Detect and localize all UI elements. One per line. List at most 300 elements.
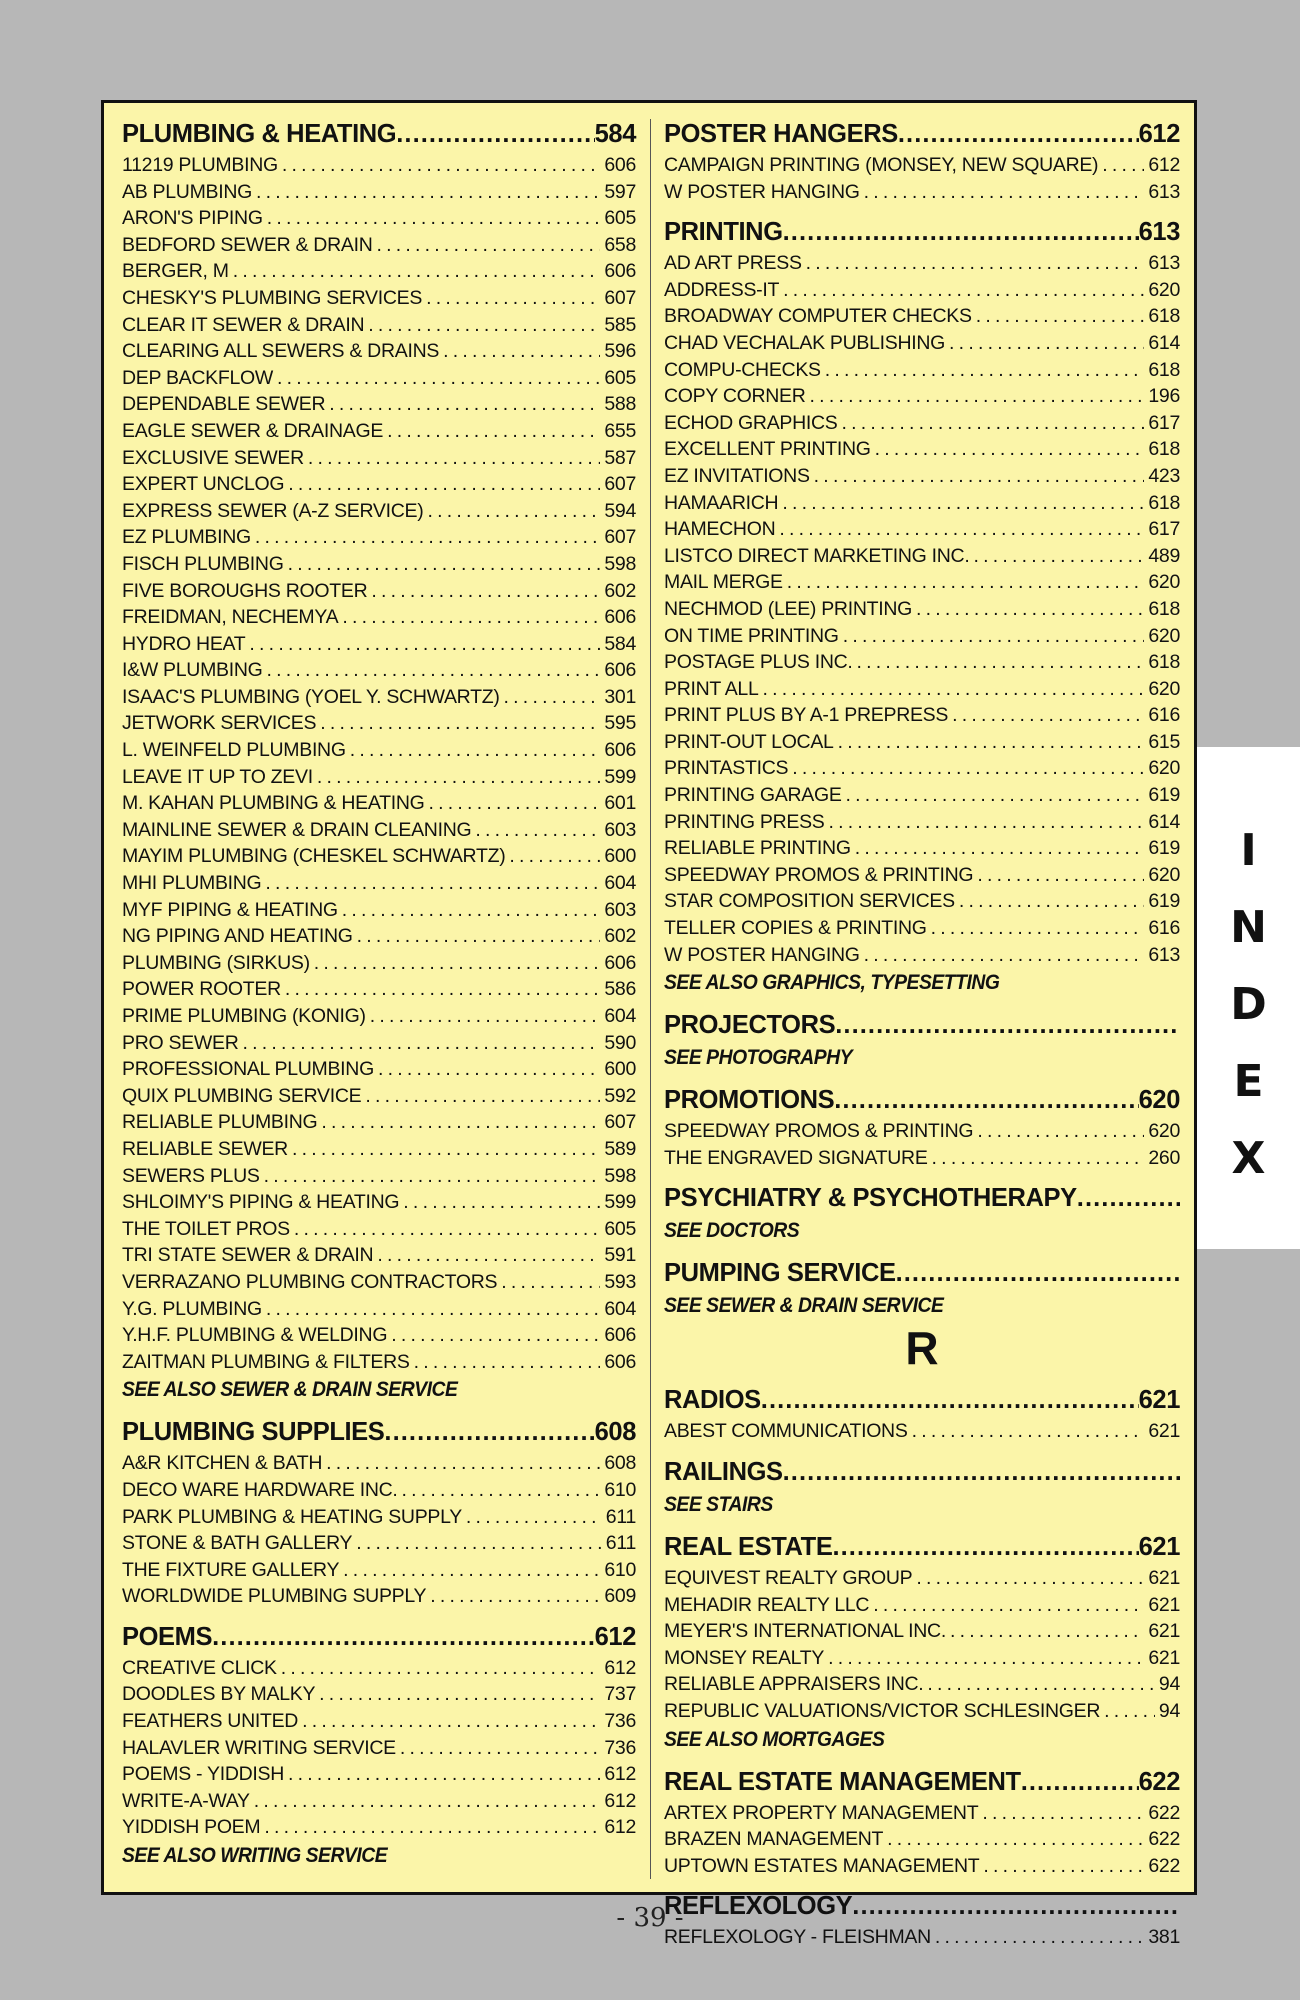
entry-page-number: 614 [1148,331,1180,354]
dot-leader [497,1269,600,1296]
entry-page-number: 619 [1148,784,1180,807]
index-entry [122,1296,636,1323]
index-entry [122,498,636,525]
entry-label: MEYER'S INTERNATIONAL INC. [664,1620,946,1643]
entry-page-number: 591 [604,1244,636,1267]
entry-page-number: 423 [1148,464,1180,487]
dot-leader [783,569,1145,596]
index-entry [122,578,636,605]
entry-label: BROADWAY COMPUTER CHECKS [664,305,972,328]
entry-label: PROFESSIONAL PLUMBING [122,1058,374,1081]
entry-label: THE TOILET PROS [122,1217,290,1240]
entry-label: SEWERS PLUS [122,1164,260,1187]
dot-leader [322,1450,600,1477]
section-heading [122,117,636,152]
entry-page-number: 611 [605,1532,636,1555]
entry-label: HAMECHON [664,518,776,541]
index-entry [122,897,636,924]
entry-page-number: 260 [1148,1146,1180,1169]
heading-page-number: 622 [1138,1767,1180,1796]
entry-label: THE FIXTURE GALLERY [122,1558,340,1581]
dot-leader [853,649,1145,676]
dot-leader [821,357,1145,384]
index-entry [664,1145,1180,1172]
index-entry [122,657,636,684]
entry-page-number: 618 [1148,651,1180,674]
see-reference: SEE DOCTORS [664,1219,800,1243]
entry-label: JETWORK SERVICES [122,712,317,735]
entry-page-number: 622 [1148,1828,1180,1851]
dot-leader [398,1477,601,1504]
dot-leader [860,179,1145,206]
index-entry [664,152,1180,179]
index-entry [122,950,636,977]
entry-label: W POSTER HANGING [664,180,860,203]
entry-label: DEPENDABLE SEWER [122,393,326,416]
entry-label: THE ENGRAVED SIGNATURE [664,1146,928,1169]
heading-label: PRINTING [664,218,783,247]
entry-label: EXCLUSIVE SEWER [122,446,304,469]
dot-leader [422,285,600,312]
entry-page-number: 619 [1148,890,1180,913]
dot-leader [783,215,1139,250]
index-entry [122,1349,636,1376]
page-number: - 39 - [616,1903,684,1933]
entry-page-number: 622 [1148,1854,1180,1877]
section-heading [664,1181,1180,1216]
dot-leader [252,179,600,206]
index-entry [122,1109,636,1136]
entry-page-number: 617 [1148,518,1180,541]
heading-label: REFLEXOLOGY [664,1892,853,1921]
entry-page-number: 602 [604,925,636,948]
heading-page-number: 621 [1138,1533,1180,1561]
index-tab-letter: X [1231,1133,1266,1184]
entry-page-number: 585 [604,313,636,336]
entry-page-number: 605 [604,1217,636,1240]
entry-page-number: 613 [1148,943,1180,966]
index-entry [664,1853,1180,1880]
dot-leader [372,232,600,259]
heading-page-number: 621 [1138,1386,1180,1415]
column-divider [650,119,651,1879]
dot-leader [338,897,601,924]
entry-label: EXPRESS SEWER (A-Z SERVICE) [122,499,424,522]
index-side-tab [1197,747,1300,1249]
dot-leader [284,551,601,578]
dot-leader [304,445,600,472]
entry-label: SPEEDWAY PROMOS & PRINTING [664,1120,974,1143]
index-entry [122,1788,636,1815]
index-entry [664,782,1180,809]
dot-leader [263,205,601,232]
entry-page-number: 611 [605,1505,636,1528]
entry-label: NG PIPING AND HEATING [122,925,353,948]
entry-label: W POSTER HANGING [664,943,860,966]
index-entry [122,205,636,232]
dot-leader [346,737,601,764]
section-heading [664,1530,1180,1565]
entry-label: PARK PLUMBING & HEATING SUPPLY [122,1505,462,1528]
dot-leader [783,1455,1180,1490]
dot-leader [972,303,1145,330]
entry-label: ON TIME PRINTING [664,624,839,647]
index-entry [122,258,636,285]
entry-page-number: 658 [604,233,636,256]
entry-label: EXPERT UNCLOG [122,473,285,496]
index-entry [664,1592,1180,1619]
entry-label: VERRAZANO PLUMBING CONTRACTORS [122,1270,498,1293]
heading-page-number: 608 [594,1418,636,1447]
index-entry [664,303,1180,330]
index-entry [122,790,636,817]
entry-label: CHESKY'S PLUMBING SERVICES [122,286,423,309]
entry-page-number: 621 [1148,1646,1180,1669]
dot-leader [284,471,600,498]
entry-label: CHAD VECHALAK PUBLISHING [664,331,946,354]
index-entry [664,516,1180,543]
entry-page-number: 612 [604,1656,636,1679]
entry-page-number: 612 [604,1816,636,1839]
dot-leader [284,1761,600,1788]
entry-label: TELLER COPIES & PRINTING [664,917,927,940]
heading-label: RAILINGS [664,1458,783,1486]
dot-leader [839,623,1145,650]
entry-page-number: 620 [1148,677,1180,700]
dot-leader [262,1296,600,1323]
entry-page-number: 599 [604,765,636,788]
dot-leader [410,1349,601,1376]
entry-page-number: 94 [1158,1673,1180,1696]
entry-label: Y.H.F. PLUMBING & WELDING [122,1324,388,1347]
entry-label: STAR COMPOSITION SERVICES [664,890,955,913]
entry-label: UPTOWN ESTATES MANAGEMENT [664,1854,980,1877]
index-entry [122,1761,636,1788]
dot-leader [912,596,1144,623]
dot-leader [973,1118,1144,1145]
index-entry [122,1163,636,1190]
dot-leader [426,1583,600,1610]
index-entry [664,888,1180,915]
dot-leader [834,729,1145,756]
entry-label: NECHMOD (LEE) PRINTING [664,597,912,620]
entry-page-number: 618 [1148,358,1180,381]
heading-page-number: 612 [594,1622,636,1651]
entry-label: PRIME PLUMBING (KONIG) [122,1005,366,1027]
heading-label: PLUMBING & HEATING [122,120,397,148]
entry-page-number: 606 [604,1324,636,1347]
entry-label: CREATIVE CLICK [122,1656,277,1679]
dot-leader [281,976,600,1003]
entry-label: L. WEINFELD PLUMBING [122,739,346,762]
dot-leader [353,923,601,950]
dot-leader [278,152,601,179]
entry-page-number: 590 [604,1031,636,1054]
entry-label: EZ PLUMBING [122,526,251,549]
entry-page-number: 620 [1148,1120,1180,1143]
index-entry [122,1655,636,1682]
entry-label: DOODLES BY MALKY [122,1683,316,1706]
entry-page-number: 601 [604,792,636,815]
dot-leader [979,1853,1144,1880]
entry-page-number: 589 [604,1137,636,1160]
entry-page-number: 606 [604,951,636,974]
index-entry [664,463,1180,490]
heading-label: POEMS [122,1622,213,1651]
heading-label: PLUMBING SUPPLIES [122,1418,385,1447]
left-column [122,117,636,1871]
entry-page-number: 610 [604,1478,636,1501]
index-entry [664,915,1180,942]
index-entry [122,524,636,551]
entry-label: WRITE-A-WAY [122,1789,250,1812]
entry-page-number: 603 [604,898,636,921]
index-entry [122,1708,636,1735]
entry-label: FISCH PLUMBING [122,552,284,575]
index-entry [122,817,636,844]
index-entry [122,312,636,339]
index-entry [122,1189,636,1216]
index-entry [122,1083,636,1110]
dot-leader [927,915,1145,942]
dot-leader [842,782,1145,809]
dot-leader [387,1322,600,1349]
index-entry [122,604,636,631]
index-entry [122,1530,636,1557]
dot-leader [923,1671,1155,1698]
entry-page-number: 600 [604,1058,636,1081]
entry-label: DEP BACKFLOW [122,366,273,389]
entry-label: I&W PLUMBING [122,659,263,682]
dot-leader [316,710,600,737]
index-entry [664,1826,1180,1853]
index-entry [664,1418,1180,1445]
entry-page-number: 600 [604,845,636,868]
dot-leader [366,1003,601,1030]
entry-label: WORLDWIDE PLUMBING SUPPLY [122,1585,427,1608]
entry-label: LEAVE IT UP TO ZEVI [122,765,313,788]
entry-label: ADDRESS-IT [664,278,780,301]
entry-page-number: 604 [604,1005,636,1027]
entry-label: LISTCO DIRECT MARKETING INC. [664,544,970,567]
index-entry [664,1671,1180,1698]
entry-page-number: 489 [1148,544,1180,567]
entry-label: EXCELLENT PRINTING [664,438,871,461]
section-heading [664,215,1180,250]
entry-label: HAMAARICH [664,491,779,514]
entry-label: FIVE BOROUGHS ROOTER [122,579,368,602]
index-entry [664,569,1180,596]
entry-page-number: 620 [1148,278,1180,301]
dot-leader [969,543,1144,570]
index-entry [122,1814,636,1841]
entry-page-number: 620 [1148,571,1180,594]
index-entry [122,1504,636,1531]
dot-leader [277,1655,601,1682]
entry-page-number: 196 [1148,385,1180,408]
entry-label: COMPU-CHECKS [664,358,821,381]
heading-label: RADIOS [664,1386,761,1415]
entry-label: ABEST COMMUNICATIONS [664,1420,908,1443]
heading-label: POSTER HANGERS [664,120,898,148]
index-entry [664,543,1180,570]
entry-page-number: 588 [604,393,636,416]
dot-leader [1077,1181,1180,1216]
entry-label: ECHOD GRAPHICS [664,411,838,434]
dot-leader [250,1788,601,1815]
dot-leader [315,1681,600,1708]
dot-leader [325,391,600,418]
entry-page-number: 607 [604,473,636,496]
section-heading [122,1415,636,1450]
dot-leader [383,418,600,445]
dot-leader [260,1814,600,1841]
index-entry [122,285,636,312]
index-entry [122,1735,636,1762]
entry-label: MHI PLUMBING [122,872,262,895]
entry-label: MEHADIR REALTY LLC [664,1593,870,1616]
dot-leader [955,888,1145,915]
entry-page-number: 621 [1148,1567,1180,1589]
dot-leader [229,258,601,285]
index-entry [122,1583,636,1610]
entry-label: M. KAHAN PLUMBING & HEATING [122,792,425,815]
alphabet-letter-divider: R [905,1322,939,1375]
index-entry [122,1681,636,1708]
dot-leader [928,1145,1145,1172]
dot-leader [759,676,1145,703]
index-entry [122,764,636,791]
heading-label: REAL ESTATE [664,1533,833,1561]
entry-page-number: 607 [604,286,636,309]
heading-page-number: 613 [1138,218,1180,247]
dot-leader [339,1557,600,1584]
entry-page-number: 593 [604,1270,636,1293]
entry-page-number: 608 [604,1452,636,1475]
entry-page-number: 598 [604,552,636,575]
entry-label: A&R KITCHEN & BATH [122,1452,323,1475]
entry-label: DECO WARE HARDWARE INC. [122,1478,398,1501]
index-entry [664,702,1180,729]
dot-leader [384,1415,594,1450]
entry-label: MAYIM PLUMBING (CHESKEL SCHWARTZ) [122,845,506,868]
dot-leader [317,1109,600,1136]
dot-leader [978,1800,1144,1827]
dot-leader [778,490,1144,517]
dot-leader [273,365,600,392]
index-entry [122,1557,636,1584]
index-entry [664,1618,1180,1645]
dot-leader [288,1136,600,1163]
entry-page-number: 595 [604,712,636,735]
dot-leader [374,1056,600,1083]
entry-label: YIDDISH POEM [122,1816,261,1839]
section-heading [664,1765,1180,1800]
dot-leader [425,790,601,817]
entry-label: PRINTING PRESS [664,810,825,833]
dot-leader [367,578,600,605]
entry-page-number: 599 [604,1191,636,1214]
index-entry [664,649,1180,676]
entry-page-number: 605 [604,366,636,389]
entry-page-number: 610 [604,1558,636,1581]
entry-label: REPUBLIC VALUATIONS/VICTOR SCHLESINGER [664,1699,1101,1722]
see-reference: SEE PHOTOGRAPHY [664,1046,853,1070]
index-entry [664,436,1180,463]
dot-leader [471,817,600,844]
entry-page-number: 301 [604,685,636,708]
heading-page-number: 612 [1138,120,1180,148]
entry-page-number: 592 [604,1084,636,1107]
entry-label: HALAVLER WRITING SERVICE [122,1736,396,1759]
dot-leader [462,1504,602,1531]
heading-page-number: 584 [594,120,636,148]
index-entry [664,1118,1180,1145]
dot-leader [824,1645,1144,1672]
entry-label: PRO SEWER [122,1031,239,1054]
dot-leader [500,684,601,711]
index-entry [664,383,1180,410]
dot-leader [251,524,600,551]
dot-leader [245,631,600,658]
entry-label: COPY CORNER [664,385,806,408]
dot-leader [946,1618,1144,1645]
index-entry [122,710,636,737]
index-tab-letter: N [1230,902,1267,953]
index-entry [122,923,636,950]
entry-page-number: 621 [1148,1420,1180,1443]
entry-label: RELIABLE PLUMBING [122,1111,318,1134]
index-entry [664,729,1180,756]
see-reference: SEE ALSO GRAPHICS, TYPESETTING [664,971,1000,995]
see-reference: SEE SEWER & DRAIN SERVICE [664,1294,944,1318]
heading-label: PSYCHIATRY & PSYCHOTHERAPY [664,1184,1077,1213]
heading-page-number: 620 [1138,1086,1180,1115]
index-entry [122,551,636,578]
entry-label: POWER ROOTER [122,978,281,1001]
dot-leader [806,383,1145,410]
entry-label: CAMPAIGN PRINTING (MONSEY, NEW SQUARE) [664,154,1099,176]
see-reference: SEE ALSO MORTGAGES [664,1727,885,1751]
entry-page-number: 381 [1148,1926,1180,1949]
entry-page-number: 617 [1148,411,1180,434]
entry-page-number: 606 [604,260,636,283]
entry-page-number: 598 [604,1164,636,1187]
dot-leader [290,1216,601,1243]
entry-label: Y.G. PLUMBING [122,1297,262,1320]
index-entry [664,410,1180,437]
entry-label: QUIX PLUMBING SERVICE [122,1084,362,1107]
entry-label: MONSEY REALTY [664,1646,825,1669]
dot-leader [373,1242,600,1269]
entry-page-number: 606 [604,1350,636,1373]
dot-leader [869,1592,1144,1619]
entry-page-number: 736 [604,1736,636,1759]
index-entry [664,809,1180,836]
entry-label: ARON'S PIPING [122,207,263,230]
entry-label: AD ART PRESS [664,252,802,275]
index-entry [664,1565,1180,1592]
see-reference: SEE ALSO SEWER & DRAIN SERVICE [122,1378,458,1402]
entry-label: STONE & BATH GALLERY [122,1532,353,1555]
section-heading [664,1256,1180,1291]
entry-page-number: 612 [604,1763,636,1786]
dot-leader [338,604,600,631]
dot-leader [396,117,594,152]
dot-leader [832,1530,1138,1565]
index-entry [122,737,636,764]
dot-leader [802,250,1145,277]
